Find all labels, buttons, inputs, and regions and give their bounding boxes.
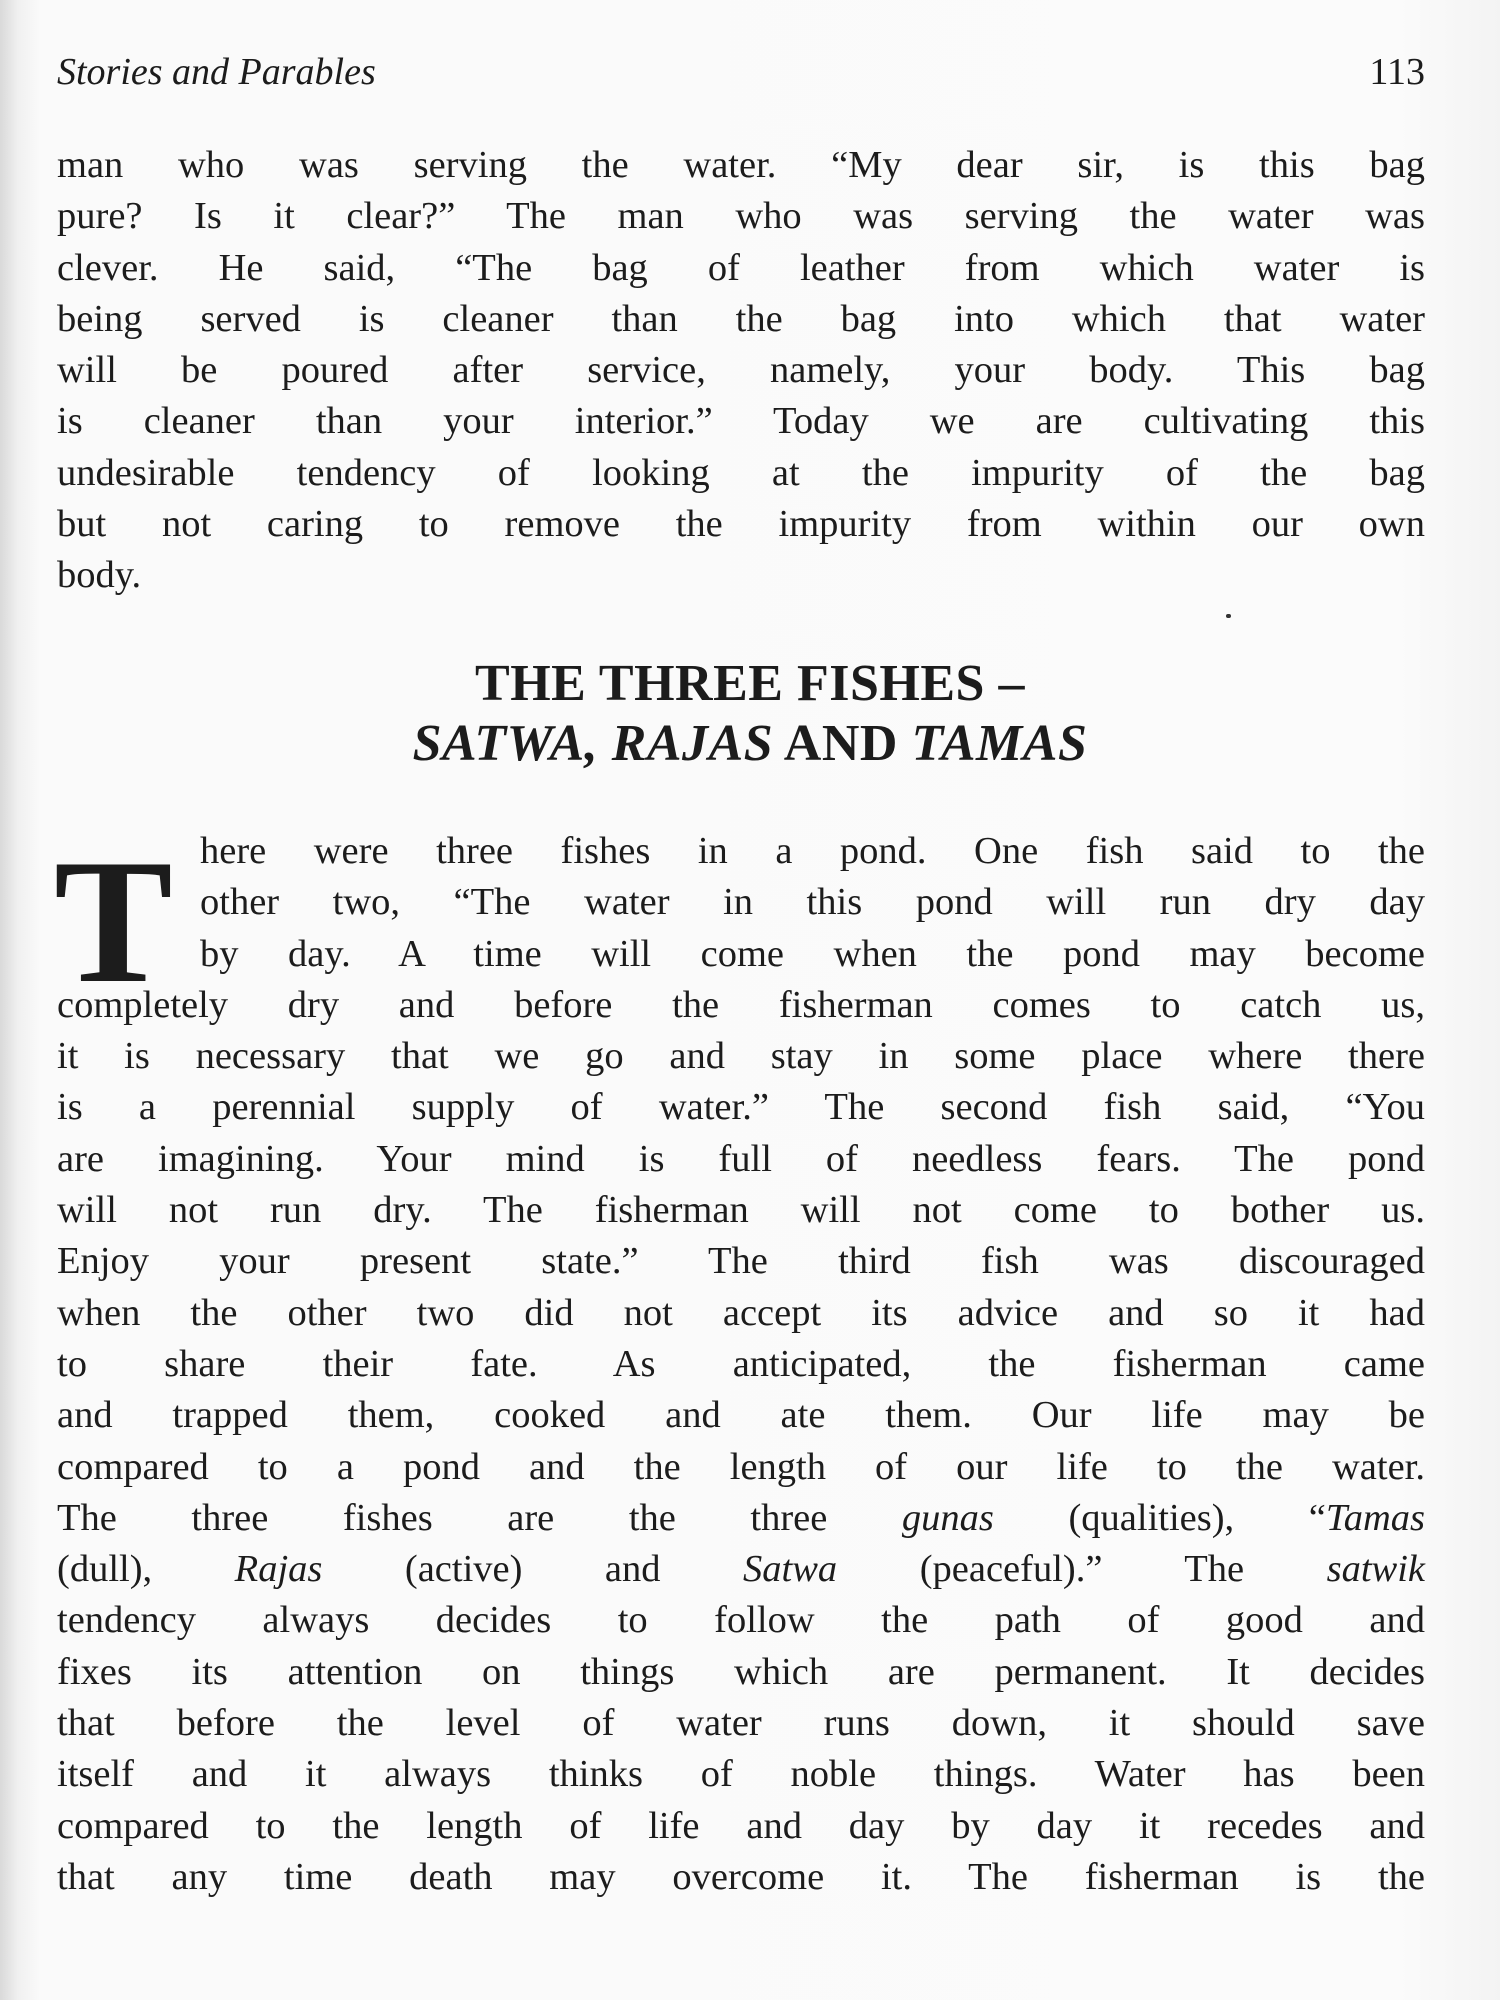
text-line bbox=[57, 980, 1425, 1031]
italic-term: satwik bbox=[1326, 1548, 1425, 1591]
drop-cap: T bbox=[54, 822, 173, 1020]
text-line bbox=[57, 1236, 1425, 1287]
heading-italic-satwa-rajas: SATWA, RAJAS bbox=[412, 715, 774, 772]
heading-italic-tamas: TAMAS bbox=[911, 715, 1088, 772]
text-line bbox=[57, 1442, 1425, 1493]
text-line bbox=[57, 1339, 1425, 1390]
text-run: are imagining. Your mind is full of needless fears. The pond bbox=[57, 1137, 1425, 1180]
text-run: when the other two did not accept its advice and so it had bbox=[57, 1291, 1425, 1334]
text-run: compared to a pond and the length of our life to the water. bbox=[57, 1445, 1425, 1488]
italic-term: Satwa bbox=[743, 1548, 838, 1591]
text-run: to share their fate. As anticipated, the fisherman came bbox=[57, 1342, 1425, 1385]
text-line bbox=[57, 1801, 1425, 1852]
text-run: pure? Is it clear?” The man who was serving the water was bbox=[57, 195, 1425, 238]
text-line bbox=[57, 1852, 1425, 1903]
text-line bbox=[57, 826, 1425, 877]
text-line bbox=[57, 1031, 1425, 1082]
text-run: by day. A time will come when the pond may become bbox=[200, 932, 1425, 975]
text-run: (peaceful).” The bbox=[837, 1548, 1327, 1591]
text-run: clever. He said, “The bag of leather from which water is bbox=[57, 246, 1425, 289]
text-run: but not caring to remove the impurity from within our own bbox=[57, 503, 1425, 546]
text-line bbox=[57, 877, 1425, 928]
text-line bbox=[57, 294, 1425, 345]
text-run: here were three fishes in a pond. One fish said to the bbox=[200, 830, 1425, 872]
text-run: undesirable tendency of looking at the impurity of the bag bbox=[57, 451, 1425, 494]
text-run: will not run dry. The fisherman will not come to bother us. bbox=[57, 1189, 1425, 1232]
text-line bbox=[57, 243, 1425, 294]
text-line bbox=[57, 191, 1425, 242]
speck bbox=[1226, 614, 1231, 618]
text-run: completely dry and before the fisherman comes to catch us, bbox=[57, 983, 1425, 1026]
paragraph-2 bbox=[57, 826, 1425, 1903]
text-run: will be poured after service, namely, your body. This bag bbox=[57, 349, 1425, 392]
heading-and: AND bbox=[773, 715, 912, 772]
text-line bbox=[57, 448, 1425, 499]
text-line bbox=[57, 1082, 1425, 1133]
text-run: man who was serving the water. “My dear sir, is this bag bbox=[57, 144, 1425, 186]
text-run: other two, “The water in this pond will run dry day bbox=[200, 881, 1425, 924]
text-line bbox=[57, 1749, 1425, 1800]
text-line bbox=[57, 1595, 1425, 1646]
text-run: fixes its attention on things which are permanent. It decides bbox=[57, 1650, 1425, 1693]
text-line bbox=[57, 1185, 1425, 1236]
text-run: being served is cleaner than the bag into which that water bbox=[57, 297, 1425, 340]
text-run: Enjoy your present state.” The third fish was discouraged bbox=[57, 1240, 1425, 1283]
text-line bbox=[57, 1493, 1425, 1544]
text-run: that before the level of water runs down, it should save bbox=[57, 1702, 1425, 1745]
text-run: (dull), bbox=[57, 1548, 235, 1591]
text-run: compared to the length of life and day by day it recedes and bbox=[57, 1804, 1425, 1847]
text-line bbox=[57, 1647, 1425, 1698]
text-run: (qualities), “ bbox=[993, 1496, 1326, 1539]
section-heading-line-1: THE THREE FISHES – bbox=[475, 655, 1025, 712]
text-line bbox=[57, 550, 1425, 601]
text-line bbox=[57, 1390, 1425, 1441]
text-line bbox=[57, 345, 1425, 396]
text-line bbox=[57, 396, 1425, 447]
text-line bbox=[57, 140, 1425, 191]
text-run: itself and it always thinks of noble things. Water has been bbox=[57, 1753, 1425, 1796]
section-heading-line-2 bbox=[0, 714, 1500, 773]
running-head-title: Stories and Parables bbox=[57, 51, 376, 93]
text-run: (active) and bbox=[322, 1548, 744, 1591]
page-number: 113 bbox=[1369, 51, 1425, 93]
text-run: tendency always decides to follow the path of good and bbox=[57, 1599, 1425, 1642]
text-run: and trapped them, cooked and ate them. Our life may be bbox=[57, 1394, 1425, 1437]
text-line bbox=[57, 1134, 1425, 1185]
italic-term: Rajas bbox=[234, 1548, 323, 1591]
italic-term: gunas bbox=[901, 1496, 994, 1539]
text-run: it is necessary that we go and stay in some place where there bbox=[57, 1035, 1425, 1078]
italic-term: Tamas bbox=[1325, 1496, 1425, 1539]
text-run: that any time death may overcome it. The fisherman is the bbox=[57, 1855, 1425, 1898]
text-run: is cleaner than your interior.” Today we are cultivating this bbox=[57, 400, 1425, 443]
text-run: body. bbox=[57, 554, 142, 597]
text-line bbox=[57, 1698, 1425, 1749]
paragraph-1 bbox=[57, 140, 1425, 602]
text-line bbox=[57, 1288, 1425, 1339]
text-run: is a perennial supply of water.” The second fish said, “You bbox=[57, 1086, 1425, 1129]
text-line bbox=[57, 1544, 1425, 1595]
text-line bbox=[57, 499, 1425, 550]
text-run: The three fishes are the three bbox=[57, 1496, 902, 1539]
text-line bbox=[57, 929, 1425, 980]
